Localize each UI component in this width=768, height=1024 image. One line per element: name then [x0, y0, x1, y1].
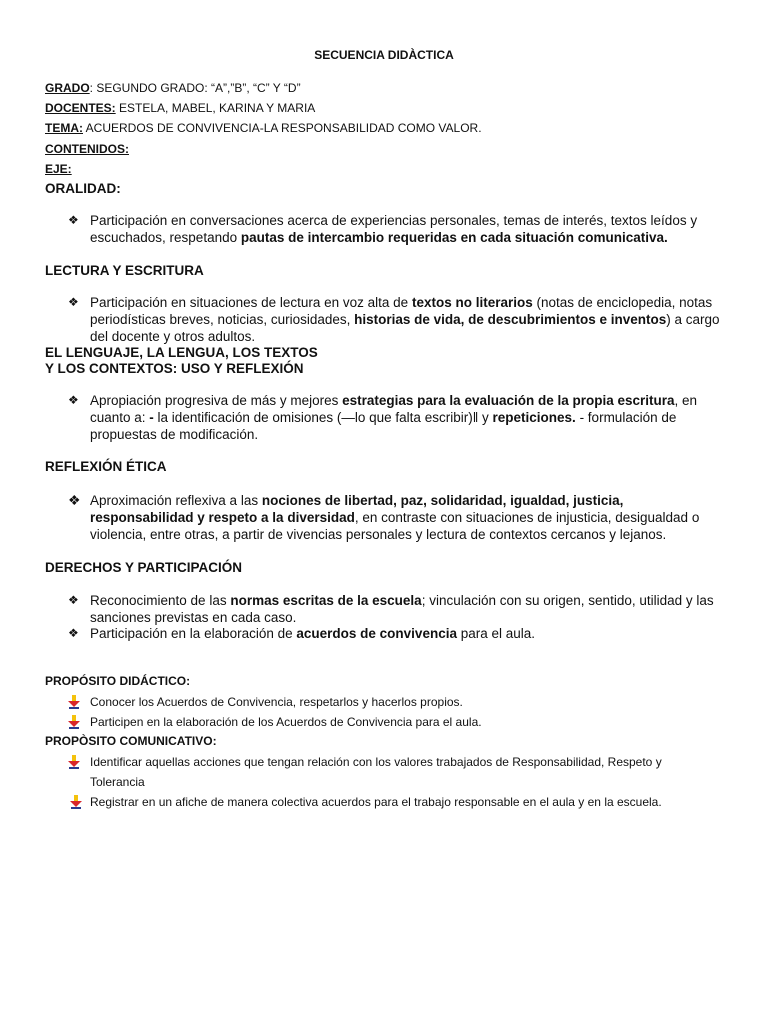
diamond-bullet-icon: ❖ — [68, 492, 81, 508]
contenidos-line — [45, 139, 129, 159]
bullet-text: Aproximación reflexiva a las — [90, 493, 262, 508]
grado-line — [45, 78, 301, 98]
document-title: SECUENCIA DIDÀCTICA — [314, 48, 454, 62]
bullet-bold-text: acuerdos de convivencia — [296, 626, 457, 641]
bullet-bold-text: historias de vida, de descubrimientos e inventos — [354, 312, 667, 327]
bullet-text: ; vinculación con su origen, sentido, utilidad y las sanciones previstas en cada caso. — [90, 593, 714, 625]
diamond-bullet-icon: ❖ — [68, 393, 79, 407]
bullet-bold-text: pautas de intercambio requeridas en cada situación comunicativa. — [240, 230, 668, 245]
derechos-heading: DERECHOS Y PARTICIPACIÓN — [45, 560, 243, 575]
bullet-text: Participación en situaciones de lectura en voz alta de — [90, 295, 412, 310]
lectura-heading: LECTURA Y ESCRITURA — [45, 263, 204, 278]
eje-label: EJE: — [45, 162, 72, 176]
arrow-down-bullet-icon — [70, 795, 82, 809]
lenguaje-bullet — [68, 392, 720, 443]
arrow-down-bullet-icon — [68, 695, 80, 709]
etica-bullet — [68, 492, 720, 543]
list-item-text: Conocer los Acuerdos de Convivencia, respetarlos y hacerlos propios. — [90, 695, 463, 709]
tema-line — [45, 118, 482, 138]
bullet-text: Apropiación progresiva de más y mejores — [90, 393, 343, 408]
bullet-text: Participación en conversaciones acerca de experiencias personales, temas de interés, textos leídos y escuchados, respetando — [90, 213, 698, 245]
diamond-bullet-icon: ❖ — [68, 213, 79, 227]
tema-label: TEMA: — [45, 121, 83, 135]
derechos-bullet-1 — [68, 592, 720, 626]
bullet-bold-text: textos no literarios — [411, 295, 533, 310]
proposito-didactico-heading: PROPÓSITO DIDÁCTICO: — [45, 674, 191, 688]
bullet-text: , en contraste con situaciones de injusticia, desigualdad o violencia, entre otras, a partir de vivencias personales y lectura de contextos cercanos y lejanos. — [90, 510, 700, 542]
bullet-bold-text: - — [149, 410, 154, 425]
list-item-text: Registrar en un afiche de manera colectiva acuerdos para el trabajo responsable en el aula y en la escuela. — [90, 795, 662, 809]
lenguaje-heading-line2: Y LOS CONTEXTOS: USO Y REFLEXIÓN — [45, 361, 304, 376]
proposito-comunicativo-item — [90, 792, 710, 812]
etica-heading: REFLEXIÓN ÉTICA — [45, 459, 167, 474]
oralidad-bullet — [68, 212, 720, 246]
lenguaje-heading-line1: EL LENGUAJE, LA LENGUA, LOS TEXTOS — [45, 345, 318, 360]
bullet-bold-text: repeticiones. — [492, 410, 576, 425]
bullet-text: Participación en la elaboración de — [90, 626, 297, 641]
docentes-value: ESTELA, MABEL, KARINA Y MARIA — [115, 101, 316, 115]
docentes-label: DOCENTES: — [45, 101, 116, 115]
bullet-bold-text: normas escritas de la escuela — [230, 593, 422, 608]
proposito-comunicativo-heading: PROPÒSITO COMUNICATIVO: — [45, 734, 217, 748]
bullet-bold-text: estrategias para la evaluación de la propia escritura — [342, 393, 675, 408]
derechos-bullet-2 — [68, 625, 720, 642]
tema-value: ACUERDOS DE CONVIVENCIA-LA RESPONSABILIDAD COMO VALOR. — [83, 121, 482, 135]
proposito-didactico-item — [90, 712, 710, 732]
eje-line — [45, 159, 72, 179]
diamond-bullet-icon: ❖ — [68, 626, 79, 640]
proposito-comunicativo-item — [90, 752, 710, 792]
grado-label: GRADO — [45, 81, 90, 95]
arrow-down-bullet-icon — [68, 755, 80, 769]
bullet-text: Reconocimiento de las — [90, 593, 231, 608]
diamond-bullet-icon: ❖ — [68, 593, 79, 607]
diamond-bullet-icon: ❖ — [68, 295, 79, 309]
contenidos-label: CONTENIDOS: — [45, 142, 129, 156]
bullet-text: - formulación de propuestas de modificación. — [90, 410, 677, 442]
bullet-text: , en cuanto a: — [90, 393, 698, 425]
grado-value: : SEGUNDO GRADO: “A”,”B”, “C” Y “D” — [89, 81, 301, 95]
list-item-text: Participen en la elaboración de los Acuerdos de Convivencia para el aula. — [90, 715, 482, 729]
bullet-text: para el aula. — [456, 626, 536, 641]
bullet-bold-text: nociones de libertad, paz, solidaridad, igualdad, justicia, responsabilidad y respeto a la diversidad — [90, 493, 624, 525]
bullet-text: (notas de enciclopedia, notas periodísticas breves, noticias, curiosidades, — [90, 295, 713, 327]
arrow-down-bullet-icon — [68, 715, 80, 729]
bullet-text: la identificación de omisiones (―lo que falta escribir)‖ y — [153, 410, 493, 425]
oralidad-heading: ORALIDAD: — [45, 181, 121, 196]
bullet-text: ) a cargo del docente y otros adultos. — [90, 312, 720, 344]
lectura-bullet — [68, 294, 720, 345]
proposito-didactico-item — [90, 692, 710, 712]
docentes-line — [45, 98, 315, 118]
list-item-text: Identificar aquellas acciones que tengan relación con los valores trabajados de Responsabilidad, Respeto y Tolerancia — [90, 755, 662, 789]
